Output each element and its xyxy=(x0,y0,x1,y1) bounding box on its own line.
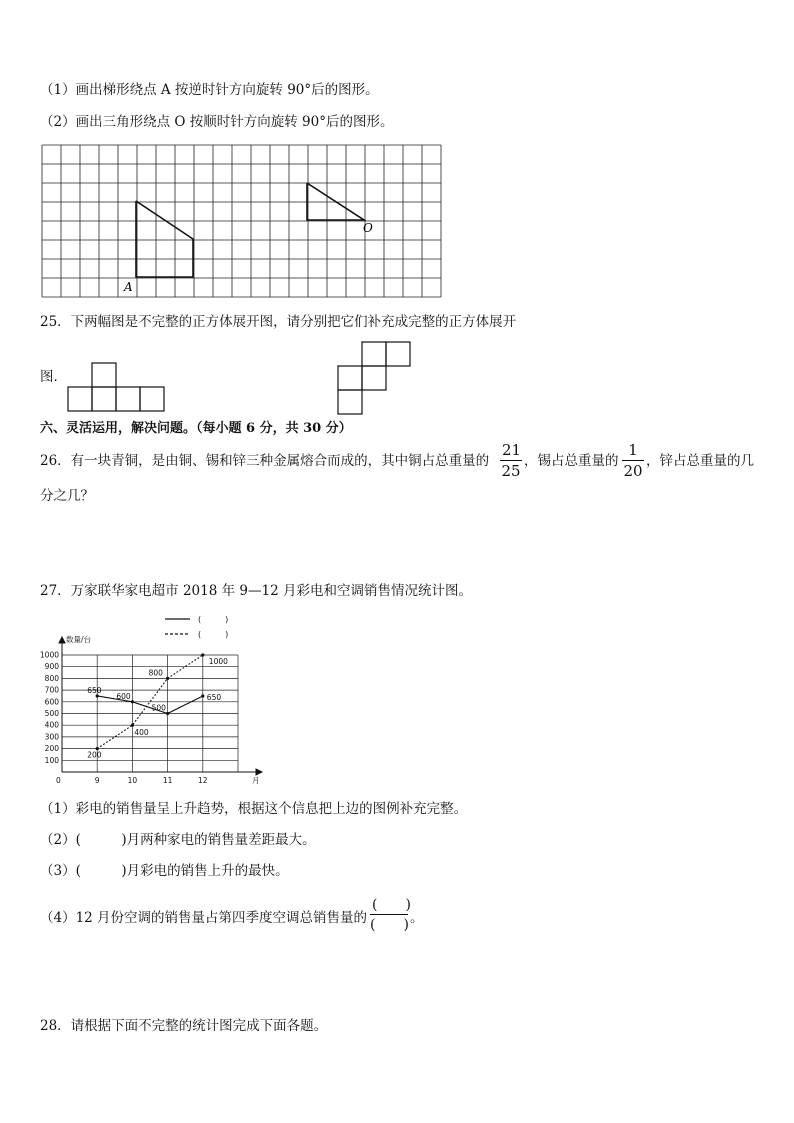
data-point xyxy=(201,653,204,656)
q26-part2: ，锡占总重量的 xyxy=(524,453,619,469)
data-point xyxy=(166,712,169,715)
q25-line2: 图． xyxy=(40,369,67,385)
q27-answer-fraction xyxy=(370,897,411,933)
y-tick-label: 800 xyxy=(44,673,59,683)
x-axis-label: 月 xyxy=(252,776,260,785)
y-tick-label: 300 xyxy=(44,732,59,742)
origin-label: 0 xyxy=(56,776,61,785)
section6-heading: 六、灵活运用，解决问题。（每小题 6 分，共 30 分） xyxy=(40,421,352,436)
data-label: 800 xyxy=(148,668,163,678)
x-tick-label: 12 xyxy=(198,776,208,785)
x-tick-label: 11 xyxy=(162,776,173,785)
q27-sub4-end: 。 xyxy=(410,910,424,926)
data-label: 200 xyxy=(87,750,102,760)
q26-part1: 26．有一块青铜，是由铜、锡和锌三种金属熔合而成的，其中铜占总重量的 xyxy=(40,453,490,469)
q27-sub1: （1）彩电的销售量呈上升趋势，根据这个信息把上边的图例补充完整。 xyxy=(40,801,468,817)
data-label: 1000 xyxy=(208,657,228,666)
answer-numerator: ( ) xyxy=(372,897,411,913)
data-label: 600 xyxy=(116,691,131,701)
q27-sub3: （3）( )月彩电的销售上升的最快。 xyxy=(40,863,289,879)
point-o-label: O xyxy=(363,221,373,235)
q27-sub2: （2）( )月两种家电的销售量差距最大。 xyxy=(40,832,316,848)
point-a-label: A xyxy=(124,280,133,294)
y-axis-arrow xyxy=(59,637,65,643)
q25-line1: 25．下两幅图是不完整的正方体展开图，请分别把它们补充成完整的正方体展开 xyxy=(40,314,517,330)
data-label: 500 xyxy=(151,703,166,713)
data-point xyxy=(131,724,134,727)
y-axis-label: 数量/台 xyxy=(66,635,92,644)
data-label: 650 xyxy=(87,685,102,695)
answer-denominator: ( ) xyxy=(370,917,409,933)
fraction-denominator: 20 xyxy=(623,462,643,480)
q28-text: 28．请根据下面不完整的统计图完成下面各题。 xyxy=(40,1018,328,1034)
y-tick-label: 500 xyxy=(44,709,59,718)
x-tick-label: 10 xyxy=(127,776,138,785)
y-tick-label: 100 xyxy=(44,755,59,765)
data-point xyxy=(166,677,169,680)
q24-sub2: （2）画出三角形绕点 O 按顺时针方向旋转 90°后的图形。 xyxy=(40,114,394,130)
q26-part3: ，锌占总重量的几 xyxy=(646,453,754,469)
fraction-denominator: 25 xyxy=(501,462,521,480)
q27-title: 27．万家联华家电超市 2018 年 9—12 月彩电和空调销售情况统计图。 xyxy=(40,583,472,599)
q27-sub4: （4）12 月份空调的销售量占第四季度空调总销售量的 xyxy=(40,910,368,926)
data-point xyxy=(131,700,134,703)
x-tick-label: 9 xyxy=(94,776,100,785)
series-line-solid xyxy=(97,696,203,714)
legend-label: ( ) xyxy=(198,615,229,624)
y-tick-label: 900 xyxy=(44,662,59,672)
y-tick-label: 600 xyxy=(44,697,59,707)
fraction-numerator: 21 xyxy=(502,441,522,459)
data-label: 650 xyxy=(206,692,222,702)
x-axis-arrow xyxy=(256,769,262,775)
q26-line2: 分之几？ xyxy=(40,488,94,504)
y-tick-label: 700 xyxy=(44,685,59,695)
fraction-numerator: 1 xyxy=(628,441,638,459)
q24-sub1: （1）画出梯形绕点 A 按逆时针方向旋转 90°后的图形。 xyxy=(40,82,379,98)
data-label: 400 xyxy=(134,728,149,738)
data-point xyxy=(201,694,204,697)
y-tick-label: 200 xyxy=(44,744,59,754)
legend-label: ( ) xyxy=(198,630,229,639)
y-tick-label: 400 xyxy=(44,720,59,730)
y-tick-label: 1000 xyxy=(39,650,59,660)
